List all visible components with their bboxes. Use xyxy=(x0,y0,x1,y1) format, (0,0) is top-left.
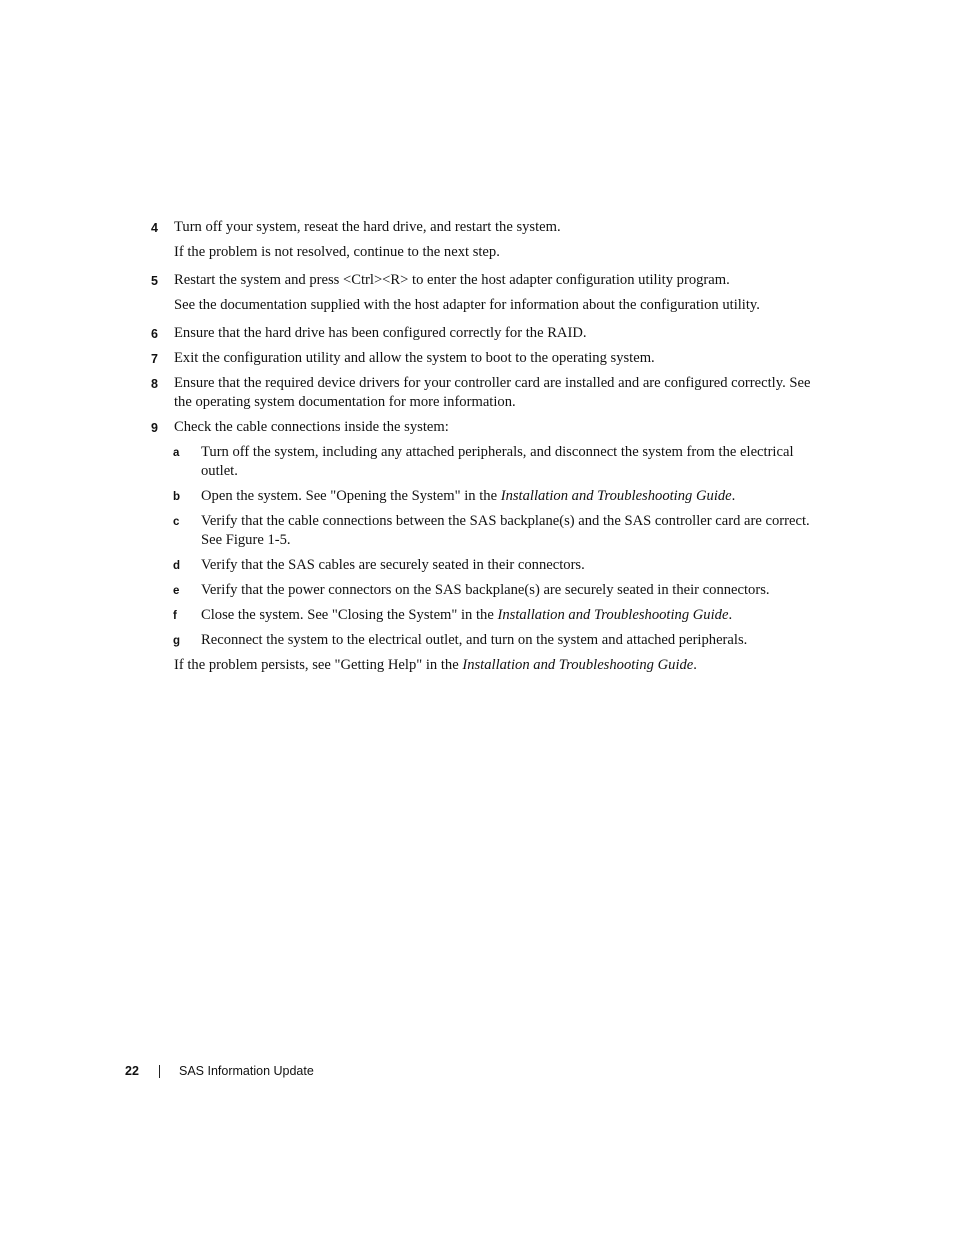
guide-title: Installation and Troubleshooting Guide xyxy=(497,607,729,623)
step-5 xyxy=(151,271,824,290)
substep-b xyxy=(173,487,821,506)
step-8 xyxy=(151,374,824,412)
substep-letter: g xyxy=(173,635,181,647)
page-number: 22 xyxy=(125,1064,139,1078)
footer-divider xyxy=(159,1065,160,1078)
document-body xyxy=(0,218,954,675)
page-footer xyxy=(0,1061,954,1081)
substep-text: Verify that the power connectors on the SAS backplane(s) are securely seated in their connectors. xyxy=(201,582,770,598)
substep-letter: b xyxy=(173,491,181,503)
step-6 xyxy=(151,324,824,343)
step-number: 9 xyxy=(151,421,158,435)
step-4 xyxy=(151,218,824,237)
step-number: 5 xyxy=(151,274,158,288)
substep-text: Open the system. See "Opening the System" in the Installation and Troubleshooting Guide. xyxy=(201,488,736,504)
substep-text: Verify that the SAS cables are securely seated in their connectors. xyxy=(201,557,585,573)
step-number: 4 xyxy=(151,221,158,235)
step-text: Check the cable connections inside the system: xyxy=(174,419,449,435)
substep-text: Reconnect the system to the electrical outlet, and turn on the system and attached peripherals. xyxy=(201,632,748,648)
step-text: Restart the system and press <Ctrl><R> to enter the host adapter configuration utility program. xyxy=(174,272,730,288)
step-7 xyxy=(151,349,824,368)
substep-letter: f xyxy=(173,610,177,622)
substep-a xyxy=(173,443,821,481)
step-text: Ensure that the hard drive has been configured correctly for the RAID. xyxy=(174,325,587,341)
final-note: If the problem persists, see "Getting Help" in the Installation and Troubleshooting Guide. xyxy=(174,657,697,673)
substep-c xyxy=(173,512,821,550)
substep-letter: c xyxy=(173,516,180,528)
guide-title: Installation and Troubleshooting Guide xyxy=(462,657,694,673)
guide-title: Installation and Troubleshooting Guide xyxy=(500,488,732,504)
step-text: Exit the configuration utility and allow the system to boot to the operating system. xyxy=(174,350,655,366)
substep-e xyxy=(173,581,821,600)
substep-d xyxy=(173,556,821,575)
step-number: 7 xyxy=(151,352,158,366)
substep-letter: a xyxy=(173,447,180,459)
substep-text: Close the system. See "Closing the System" in the Installation and Troubleshooting Guide. xyxy=(201,607,733,623)
substep-text: Verify that the cable connections between the SAS backplane(s) and the SAS controller card are correct. See Figure 1-5. xyxy=(201,513,810,548)
step-note: See the documentation supplied with the host adapter for information about the configuration utility. xyxy=(174,297,760,313)
step-9 xyxy=(151,418,824,437)
step-text: Turn off your system, reseat the hard drive, and restart the system. xyxy=(174,219,561,235)
step-note: If the problem is not resolved, continue to the next step. xyxy=(174,244,500,260)
step-number: 6 xyxy=(151,327,158,341)
substep-letter: d xyxy=(173,560,181,572)
substep-f xyxy=(173,606,821,625)
footer-title: SAS Information Update xyxy=(179,1064,314,1078)
substep-letter: e xyxy=(173,585,180,597)
step-number: 8 xyxy=(151,377,158,391)
substep-g xyxy=(173,631,821,650)
step-text: Ensure that the required device drivers for your controller card are installed and are configured correctly. See the operating system documentation for more information. xyxy=(174,375,811,410)
substep-text: Turn off the system, including any attached peripherals, and disconnect the system from the electrical outlet. xyxy=(201,444,794,479)
